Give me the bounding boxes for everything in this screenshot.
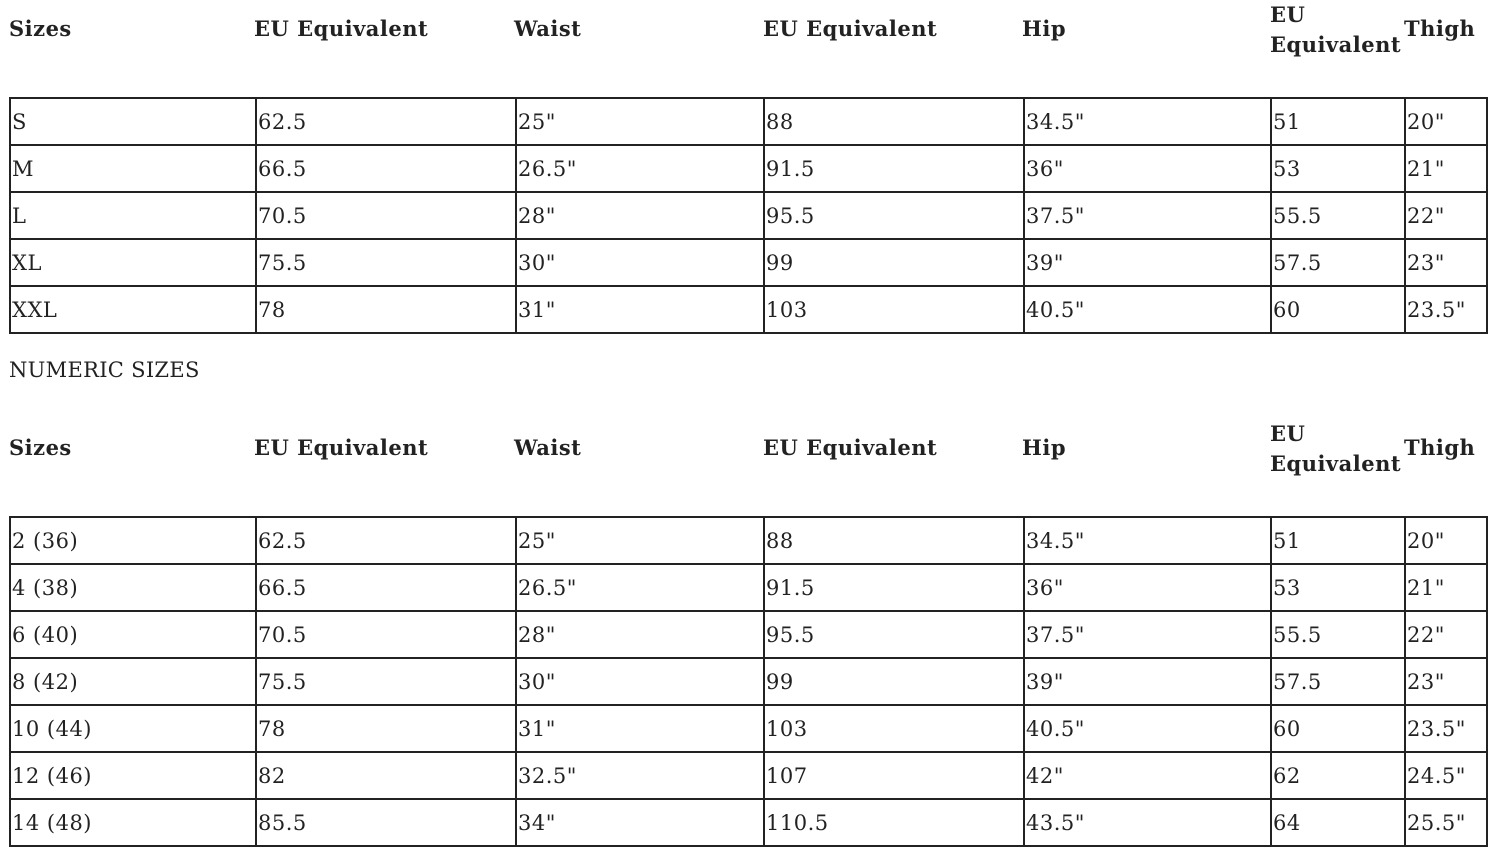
header-eu-equivalent-hip: EU Equivalent <box>763 16 938 41</box>
cell-hip: 37.5" <box>1024 192 1271 239</box>
cell-size: 4 (38) <box>10 564 256 611</box>
cell-waist: 30" <box>516 239 764 286</box>
cell-waist: 25" <box>516 98 764 145</box>
cell-eu-waist: 75.5 <box>256 658 516 705</box>
cell-waist: 28" <box>516 192 764 239</box>
cell-hip: 36" <box>1024 564 1271 611</box>
cell-eu-hip: 99 <box>764 658 1024 705</box>
header-eu-equivalent-waist: EU Equivalent <box>254 435 429 460</box>
header-eu-equivalent-hip: EU Equivalent <box>763 435 938 460</box>
cell-thigh: 23.5" <box>1405 705 1487 752</box>
cell-eu-waist: 70.5 <box>256 611 516 658</box>
cell-eu-waist: 78 <box>256 286 516 333</box>
cell-hip: 39" <box>1024 239 1271 286</box>
cell-eu-thigh: 64 <box>1271 799 1405 846</box>
cell-eu-waist: 75.5 <box>256 239 516 286</box>
cell-eu-thigh: 53 <box>1271 564 1405 611</box>
cell-hip: 42" <box>1024 752 1271 799</box>
cell-thigh: 21" <box>1405 145 1487 192</box>
header-hip: Hip <box>1022 16 1067 41</box>
header-eu-equivalent-thigh: EU Equivalent <box>1270 2 1402 57</box>
cell-thigh: 22" <box>1405 192 1487 239</box>
cell-hip: 36" <box>1024 145 1271 192</box>
table-row <box>10 752 1487 799</box>
cell-eu-hip: 99 <box>764 239 1024 286</box>
cell-thigh: 20" <box>1405 98 1487 145</box>
cell-thigh: 23" <box>1405 658 1487 705</box>
table-row <box>10 286 1487 333</box>
cell-thigh: 20" <box>1405 517 1487 564</box>
cell-size: XL <box>10 239 256 286</box>
cell-size: 2 (36) <box>10 517 256 564</box>
cell-eu-thigh: 55.5 <box>1271 192 1405 239</box>
table-row <box>10 564 1487 611</box>
cell-eu-thigh: 57.5 <box>1271 658 1405 705</box>
cell-eu-waist: 62.5 <box>256 98 516 145</box>
cell-eu-hip: 103 <box>764 705 1024 752</box>
cell-size: L <box>10 192 256 239</box>
table-row <box>10 517 1487 564</box>
cell-thigh: 23.5" <box>1405 286 1487 333</box>
cell-waist: 28" <box>516 611 764 658</box>
cell-thigh: 24.5" <box>1405 752 1487 799</box>
cell-eu-thigh: 60 <box>1271 705 1405 752</box>
cell-eu-waist: 78 <box>256 705 516 752</box>
header-sizes: Sizes <box>9 16 72 41</box>
cell-eu-hip: 91.5 <box>764 145 1024 192</box>
cell-eu-hip: 107 <box>764 752 1024 799</box>
cell-eu-hip: 103 <box>764 286 1024 333</box>
cell-eu-waist: 85.5 <box>256 799 516 846</box>
cell-size: 14 (48) <box>10 799 256 846</box>
cell-eu-hip: 88 <box>764 98 1024 145</box>
cell-eu-hip: 88 <box>764 517 1024 564</box>
cell-eu-hip: 95.5 <box>764 611 1024 658</box>
cell-eu-thigh: 62 <box>1271 752 1405 799</box>
table-row <box>10 192 1487 239</box>
cell-thigh: 21" <box>1405 564 1487 611</box>
cell-size: 12 (46) <box>10 752 256 799</box>
cell-hip: 37.5" <box>1024 611 1271 658</box>
cell-size: 8 (42) <box>10 658 256 705</box>
cell-hip: 34.5" <box>1024 98 1271 145</box>
numeric-size-table <box>9 516 1488 847</box>
table-row <box>10 611 1487 658</box>
letter-table-body <box>10 98 1487 333</box>
cell-waist: 26.5" <box>516 564 764 611</box>
cell-hip: 40.5" <box>1024 705 1271 752</box>
cell-eu-thigh: 53 <box>1271 145 1405 192</box>
cell-hip: 40.5" <box>1024 286 1271 333</box>
header-hip: Hip <box>1022 435 1067 460</box>
cell-eu-hip: 95.5 <box>764 192 1024 239</box>
cell-eu-thigh: 51 <box>1271 517 1405 564</box>
cell-waist: 31" <box>516 705 764 752</box>
cell-waist: 30" <box>516 658 764 705</box>
table-row <box>10 658 1487 705</box>
table-row <box>10 145 1487 192</box>
cell-thigh: 25.5" <box>1405 799 1487 846</box>
header-thigh: Thigh <box>1404 16 1476 41</box>
cell-eu-waist: 62.5 <box>256 517 516 564</box>
cell-waist: 25" <box>516 517 764 564</box>
header-thigh: Thigh <box>1404 435 1476 460</box>
cell-eu-hip: 91.5 <box>764 564 1024 611</box>
letter-size-table <box>9 97 1488 334</box>
cell-waist: 31" <box>516 286 764 333</box>
cell-waist: 34" <box>516 799 764 846</box>
cell-eu-waist: 82 <box>256 752 516 799</box>
cell-eu-thigh: 57.5 <box>1271 239 1405 286</box>
cell-size: S <box>10 98 256 145</box>
cell-hip: 43.5" <box>1024 799 1271 846</box>
cell-size: XXL <box>10 286 256 333</box>
table-row <box>10 98 1487 145</box>
cell-size: M <box>10 145 256 192</box>
cell-eu-thigh: 60 <box>1271 286 1405 333</box>
cell-waist: 26.5" <box>516 145 764 192</box>
cell-size: 6 (40) <box>10 611 256 658</box>
header-waist: Waist <box>514 435 582 460</box>
numeric-table-body <box>10 517 1487 846</box>
table-row <box>10 799 1487 846</box>
cell-hip: 34.5" <box>1024 517 1271 564</box>
cell-eu-thigh: 51 <box>1271 98 1405 145</box>
cell-eu-waist: 66.5 <box>256 145 516 192</box>
numeric-sizes-heading: NUMERIC SIZES <box>9 358 200 382</box>
header-sizes: Sizes <box>9 435 72 460</box>
header-eu-equivalent-waist: EU Equivalent <box>254 16 429 41</box>
cell-waist: 32.5" <box>516 752 764 799</box>
table-row <box>10 239 1487 286</box>
cell-size: 10 (44) <box>10 705 256 752</box>
cell-thigh: 23" <box>1405 239 1487 286</box>
cell-eu-waist: 66.5 <box>256 564 516 611</box>
cell-eu-waist: 70.5 <box>256 192 516 239</box>
cell-eu-thigh: 55.5 <box>1271 611 1405 658</box>
cell-thigh: 22" <box>1405 611 1487 658</box>
header-waist: Waist <box>514 16 582 41</box>
header-eu-equivalent-thigh: EU Equivalent <box>1270 421 1402 476</box>
cell-hip: 39" <box>1024 658 1271 705</box>
table-row <box>10 705 1487 752</box>
cell-eu-hip: 110.5 <box>764 799 1024 846</box>
